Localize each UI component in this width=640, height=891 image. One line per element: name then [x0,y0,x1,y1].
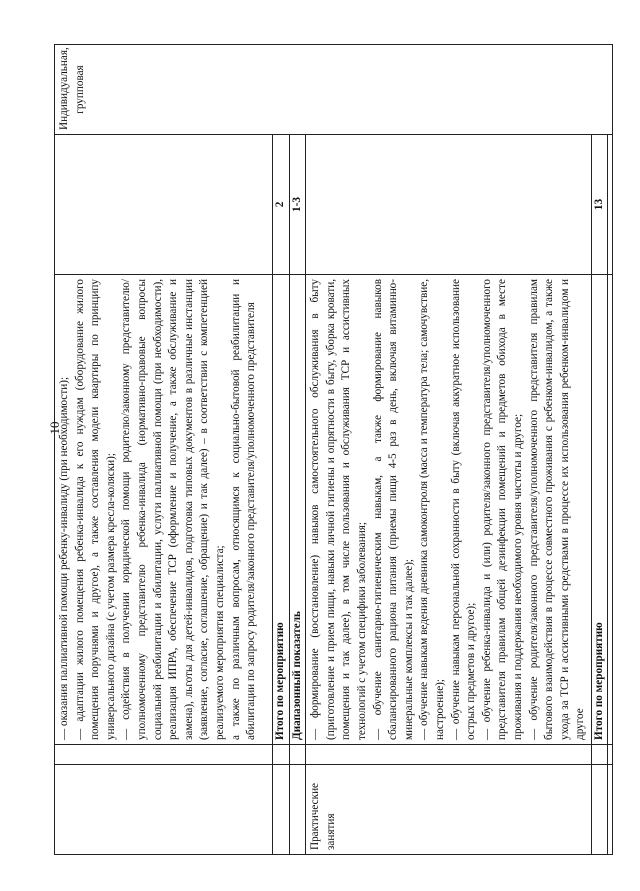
total-row [591,45,608,855]
range-row [289,45,306,855]
list-item: а также по различным вопросам, относящимся к социально-бытовой реабилитации и абилитации по запросу родителя/законного представителя/уполномоченного представителя [229,279,258,740]
activity-description-1 [55,275,273,745]
total-value: 2 [273,135,290,275]
list-item: — адаптации жилого помещения ребенка-инвалида к его нуждам (оборудование жилого помещения поручнями и другое), а также составления модели квартиры по принципу универсального дизайна (с учетом размера кресла-коляски); [73,279,117,740]
filler-row [608,45,613,855]
page-number: 10 [47,421,62,435]
list-item: — оказания паллиативной помощи ребенку-инвалиду (при необходимости); [58,376,70,740]
list-item: — формирование (восстановление) навыков самостоятельного обслуживания в быту (приготовление и прием пищи, навыки личной гигиены и опрятности в быту, уборка кровати, помещения и так далее), в том числе пользования и обслуживания ТСР и ассистивных технологий с учетом специфики заболевания; [309,279,368,740]
list-item: — обучение навыкам персональной сохранности в быту (включая аккуратное использование острых предметов и другое); [449,279,478,740]
list-item: — обучение санитарно-гигиеническим навыкам, а также формирование навыков сбалансированного рациона питания (приемы пищи 4-5 раз в день, включая витаминно-минеральные комплексы и так далее); [371,279,415,740]
range-value: 1-3 [289,135,306,275]
table-row [306,45,592,855]
table-row [55,45,273,855]
range-label: Диапазонный показатель [289,275,306,745]
section-label-cell: Практические занятия [306,765,592,855]
section-label-cell [55,765,273,855]
rotated-table-wrapper [54,45,605,855]
form-cell: Индивидуальная, групповая [55,45,613,135]
total-value: 13 [591,135,608,275]
activity-description-2 [306,275,592,745]
list-item: — содействия в получении юридической помощи родителю/законному представителю/уполномоченному представителю ребенка-инвалида (нормативно-правовые вопросы социальной реабилитации и абилитации, услуги паллиативной помощи (при необходимости), реализация ИПРА, обеспечение ТСР (оформление и получение, а также обслуживание и замена), льготы для детей-инвалидов, подготовка типовых документов в различные инстанции (заявление, согласие, соглашение, обращение) и так далее) – в соответствии с компетенцией реализуемого мероприятия специалиста; [120,279,226,740]
rehabilitation-table [54,44,613,855]
total-label: Итого по мероприятию [273,275,290,745]
total-label: Итого по мероприятию [591,275,608,745]
list-item: — обучение ребенка-инвалида и (или) родителя/законного представителя/уполномоченного представителя правилам общей дезинфекции помещений и предметов обихода в месте проживания и поддержания необходимого уровня чистоты и другое; [480,279,524,740]
list-item: — обучение навыкам ведения дневника самоконтроля (масса и температура тела; самочувствие, настроение); [418,279,446,740]
list-item: — обучение родителя/законного представителя/уполномоченного представителя правилам бытового взаимодействия в процессе совместного проживания с ребенком-инвалидом, а также ухода за ТСР и ассистивными средствами в процессе их использования ребенком-инвалидом и другое [527,279,587,740]
total-row [273,45,290,855]
